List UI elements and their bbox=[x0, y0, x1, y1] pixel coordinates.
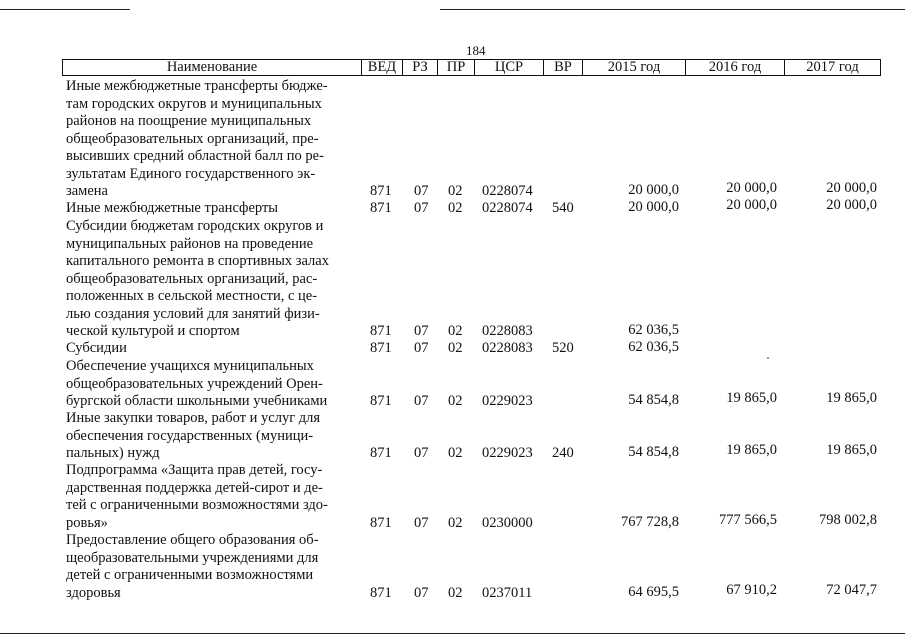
row-name-line: ческой культурой и спортом bbox=[66, 323, 240, 339]
row-ved: 871 bbox=[370, 200, 392, 216]
row-value-2017: 20 000,0 bbox=[826, 197, 877, 213]
row-name-line: муниципальных районов на проведение bbox=[66, 235, 314, 252]
row-csr: 0230000 bbox=[482, 514, 533, 531]
row-name-line: зультатам Единого государственного эк- bbox=[66, 165, 316, 182]
row-name-line: детей с ограниченными возможностями bbox=[66, 567, 314, 583]
row-value-2017: 20 000,0 bbox=[826, 180, 877, 196]
row-name-line: Иные межбюджетные трансферты bbox=[66, 200, 279, 216]
row-name-line: Подпрограмма «Защита прав детей, госу- bbox=[66, 462, 323, 478]
row-name-line: Обеспечение учащихся муниципальных bbox=[66, 358, 314, 374]
row-pr: 02 bbox=[448, 200, 463, 216]
row-name-line: общеобразовательных организаций, пре- bbox=[66, 130, 319, 147]
row-value-2015: 54 854,8 bbox=[628, 392, 679, 408]
row-value-2016: 20 000,0 bbox=[726, 180, 777, 196]
row-name bbox=[66, 200, 358, 218]
row-value-2015: 64 695,5 bbox=[628, 583, 679, 600]
row-name-line: Предоставление общего образования об- bbox=[66, 532, 319, 548]
row-name bbox=[66, 340, 358, 358]
row-name bbox=[66, 78, 358, 201]
row-name-line: Иные закупки товаров, работ и услуг для bbox=[66, 410, 321, 426]
row-name-line: общеобразовательных учреждений Орен- bbox=[66, 375, 323, 392]
row-pr: 02 bbox=[448, 584, 463, 601]
row-name-line: высивших средний областной балл по ре- bbox=[66, 148, 324, 164]
row-name bbox=[66, 410, 358, 463]
header-2017: 2017 год bbox=[784, 59, 881, 76]
header-2016: 2016 год bbox=[685, 59, 785, 76]
row-vr: 520 bbox=[552, 340, 574, 356]
row-rz: 07 bbox=[414, 393, 429, 409]
header-pr: ПР bbox=[437, 59, 475, 76]
row-rz: 07 bbox=[414, 445, 429, 461]
row-name-line: обеспечения государственных (муници- bbox=[66, 427, 314, 444]
row-name bbox=[66, 462, 358, 532]
row-csr: 0229023 bbox=[482, 445, 533, 461]
row-value-2016: 67 910,2 bbox=[726, 581, 777, 598]
row-value-2015: 767 728,8 bbox=[621, 513, 679, 530]
header-rz: РЗ bbox=[402, 59, 438, 76]
row-name bbox=[66, 358, 358, 411]
row-csr: 0228083 bbox=[482, 340, 533, 356]
row-rz: 07 bbox=[414, 200, 429, 216]
row-csr: 0237011 bbox=[482, 584, 533, 601]
row-name-line: лью создания условий для занятий физи- bbox=[66, 305, 320, 322]
row-name-line: ровья» bbox=[66, 514, 108, 531]
row-value-2016: 20 000,0 bbox=[726, 197, 777, 213]
row-ved: 871 bbox=[370, 514, 392, 531]
header-vr: ВР bbox=[543, 59, 583, 76]
row-value-2016: 777 566,5 bbox=[719, 511, 777, 528]
row-pr: 02 bbox=[448, 183, 463, 199]
row-pr: 02 bbox=[448, 323, 463, 339]
row-pr: 02 bbox=[448, 514, 463, 531]
row-ved: 871 bbox=[370, 323, 392, 339]
row-name-line: Иные межбюджетные трансферты бюдже- bbox=[66, 78, 328, 94]
row-csr: 0228083 bbox=[482, 323, 533, 339]
header-ved: ВЕД bbox=[361, 59, 403, 76]
row-name-line: бургской области школьными учебниками bbox=[66, 393, 328, 409]
row-name-line: здоровья bbox=[66, 584, 121, 601]
row-vr: 240 bbox=[552, 445, 574, 461]
row-value-2017: 19 865,0 bbox=[826, 442, 877, 458]
row-name-line: замена bbox=[66, 183, 108, 199]
row-name-line: тей с ограниченными возможностями здо- bbox=[66, 497, 328, 513]
header-name: Наименование bbox=[62, 59, 362, 76]
row-name-line: щеобразовательными учреждениями для bbox=[66, 549, 319, 566]
page-number: 184 bbox=[466, 43, 486, 58]
row-name-line: капитального ремонта в спортивных залах bbox=[66, 253, 329, 269]
row-rz: 07 bbox=[414, 514, 429, 531]
row-name-line: районов на поощрение муниципальных bbox=[66, 113, 312, 129]
row-value-2015: 20 000,0 bbox=[628, 182, 679, 198]
row-name-line: общеобразовательных организаций, рас- bbox=[66, 270, 318, 287]
bottom-edge-line bbox=[0, 633, 905, 634]
row-rz: 07 bbox=[414, 340, 429, 356]
row-value-2015: 62 036,5 bbox=[628, 322, 679, 338]
row-pr: 02 bbox=[448, 393, 463, 409]
row-value-2015: 54 854,8 bbox=[628, 444, 679, 460]
row-ved: 871 bbox=[370, 183, 392, 199]
row-name bbox=[66, 532, 358, 602]
row-pr: 02 bbox=[448, 340, 463, 356]
top-edge-line bbox=[440, 9, 905, 10]
row-name-line: пальных) нужд bbox=[66, 445, 160, 461]
row-csr: 0229023 bbox=[482, 393, 533, 409]
row-rz: 07 bbox=[414, 183, 429, 199]
row-value-2015: 62 036,5 bbox=[628, 339, 679, 355]
header-2015: 2015 год bbox=[582, 59, 686, 76]
row-value-2016: 19 865,0 bbox=[726, 390, 777, 406]
scan-speck bbox=[767, 357, 769, 359]
row-ved: 871 bbox=[370, 340, 392, 356]
row-value-2015: 20 000,0 bbox=[628, 199, 679, 215]
row-value-2016: 19 865,0 bbox=[726, 442, 777, 458]
row-vr: 540 bbox=[552, 200, 574, 216]
top-edge-line bbox=[0, 9, 130, 10]
row-name-line: дарственная поддержка детей-сирот и де- bbox=[66, 479, 323, 496]
row-name bbox=[66, 218, 358, 341]
row-name-line: Субсидии бюджетам городских округов и bbox=[66, 218, 324, 234]
row-value-2017: 19 865,0 bbox=[826, 390, 877, 406]
row-name-line: положенных в сельской местности, с це- bbox=[66, 288, 318, 304]
row-value-2017: 798 002,8 bbox=[819, 511, 877, 528]
row-pr: 02 bbox=[448, 445, 463, 461]
row-ved: 871 bbox=[370, 584, 392, 601]
row-rz: 07 bbox=[414, 323, 429, 339]
row-rz: 07 bbox=[414, 584, 429, 601]
row-value-2017: 72 047,7 bbox=[826, 581, 877, 598]
row-ved: 871 bbox=[370, 445, 392, 461]
row-csr: 0228074 bbox=[482, 200, 533, 216]
row-name-line: Субсидии bbox=[66, 340, 127, 356]
header-csr: ЦСР bbox=[474, 59, 544, 76]
row-ved: 871 bbox=[370, 393, 392, 409]
row-name-line: там городских округов и муниципальных bbox=[66, 95, 322, 112]
row-csr: 0228074 bbox=[482, 183, 533, 199]
